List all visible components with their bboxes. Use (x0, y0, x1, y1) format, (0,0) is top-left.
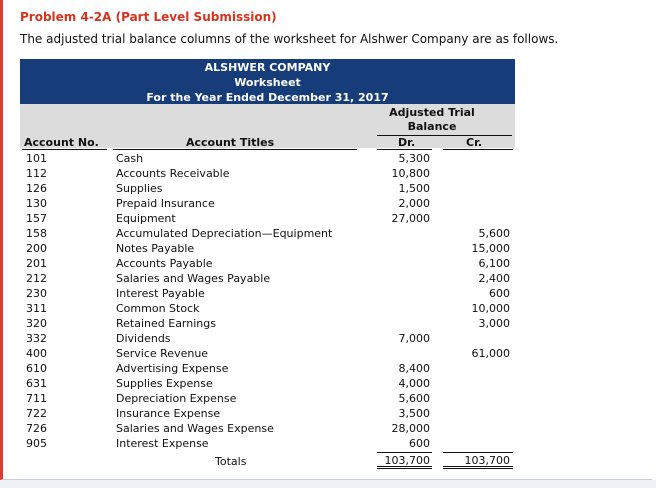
account-title: Equipment (116, 212, 176, 225)
debit-amount: 1,500 (398, 182, 430, 195)
account-number: 212 (26, 272, 47, 285)
debit-amount: 3,500 (398, 407, 430, 420)
account-title: Dividends (116, 332, 171, 345)
account-number: 112 (26, 167, 47, 180)
account-title: Cash (116, 152, 144, 165)
account-number: 610 (26, 362, 47, 375)
account-title: Common Stock (116, 302, 200, 315)
section-heading-line1: Adjusted Trial (389, 106, 475, 119)
account-number: 905 (26, 437, 47, 450)
section-heading (376, 106, 488, 134)
account-title: Supplies Expense (116, 377, 213, 390)
credit-amount: 600 (489, 287, 510, 300)
debit-amount: 27,000 (391, 212, 430, 225)
debit-amount: 28,000 (391, 422, 430, 435)
account-number: 200 (26, 242, 47, 255)
account-number: 400 (26, 347, 47, 360)
worksheet-header (20, 59, 515, 104)
col-header-account-titles: Account Titles (186, 136, 275, 149)
rule-account-titles (113, 149, 357, 150)
col-header-dr: Dr. (398, 136, 416, 149)
totals-label: Totals (215, 455, 247, 468)
account-number: 157 (26, 212, 47, 225)
account-title: Insurance Expense (116, 407, 221, 420)
total-dr: 103,700 (384, 454, 430, 467)
account-number: 101 (26, 152, 47, 165)
worksheet-period: For the Year Ended December 31, 2017 (146, 91, 389, 104)
credit-amount: 6,100 (478, 257, 510, 270)
account-number: 201 (26, 257, 47, 270)
credit-amount: 61,000 (471, 347, 510, 360)
account-title: Retained Earnings (116, 317, 216, 330)
account-title: Accounts Receivable (116, 167, 230, 180)
credit-amount: 2,400 (478, 272, 510, 285)
debit-amount: 8,400 (398, 362, 430, 375)
account-number: 230 (26, 287, 47, 300)
credit-amount: 3,000 (478, 317, 510, 330)
total-cr: 103,700 (464, 454, 510, 467)
account-number: 722 (26, 407, 47, 420)
problem-description: The adjusted trial balance columns of the worksheet for Alshwer Company are as follows. (20, 32, 559, 46)
rule-cr (443, 149, 513, 150)
account-number: 332 (26, 332, 47, 345)
total-cr-double-rule (443, 466, 513, 469)
credit-amount: 10,000 (471, 302, 510, 315)
account-title: Salaries and Wages Expense (116, 422, 274, 435)
account-number: 158 (26, 227, 47, 240)
account-number: 311 (26, 302, 47, 315)
rule-dr (377, 149, 432, 150)
account-title: Advertising Expense (116, 362, 229, 375)
account-number: 126 (26, 182, 47, 195)
account-number: 130 (26, 197, 47, 210)
debit-amount: 600 (409, 437, 430, 450)
account-title: Supplies (116, 182, 163, 195)
credit-amount: 15,000 (471, 242, 510, 255)
rule-account-no (22, 149, 107, 150)
account-title: Interest Payable (116, 287, 205, 300)
company-name: ALSHWER COMPANY (204, 61, 331, 74)
col-header-cr: Cr. (466, 136, 483, 149)
debit-amount: 10,800 (391, 167, 430, 180)
total-dr-double-rule (377, 466, 432, 469)
account-title: Depreciation Expense (116, 392, 237, 405)
account-number: 711 (26, 392, 47, 405)
account-title: Prepaid Insurance (116, 197, 215, 210)
account-title: Notes Payable (116, 242, 195, 255)
worksheet-name: Worksheet (234, 76, 301, 89)
account-number: 631 (26, 377, 47, 390)
bottom-strip (0, 480, 656, 488)
account-number: 726 (26, 422, 47, 435)
account-title: Interest Expense (116, 437, 209, 450)
section-heading-line2: Balance (407, 120, 457, 133)
debit-amount: 5,600 (398, 392, 430, 405)
account-title: Salaries and Wages Payable (116, 272, 271, 285)
credit-amount: 5,600 (478, 227, 510, 240)
account-number: 320 (26, 317, 47, 330)
debit-amount: 4,000 (398, 377, 430, 390)
account-title: Accumulated Depreciation—Equipment (116, 227, 333, 240)
account-title: Service Revenue (116, 347, 209, 360)
problem-title: Problem 4-2A (Part Level Submission) (20, 10, 277, 24)
debit-amount: 2,000 (398, 197, 430, 210)
account-title: Accounts Payable (116, 257, 213, 270)
debit-amount: 7,000 (398, 332, 430, 345)
debit-amount: 5,300 (398, 152, 430, 165)
col-header-account-no: Account No. (24, 136, 99, 149)
